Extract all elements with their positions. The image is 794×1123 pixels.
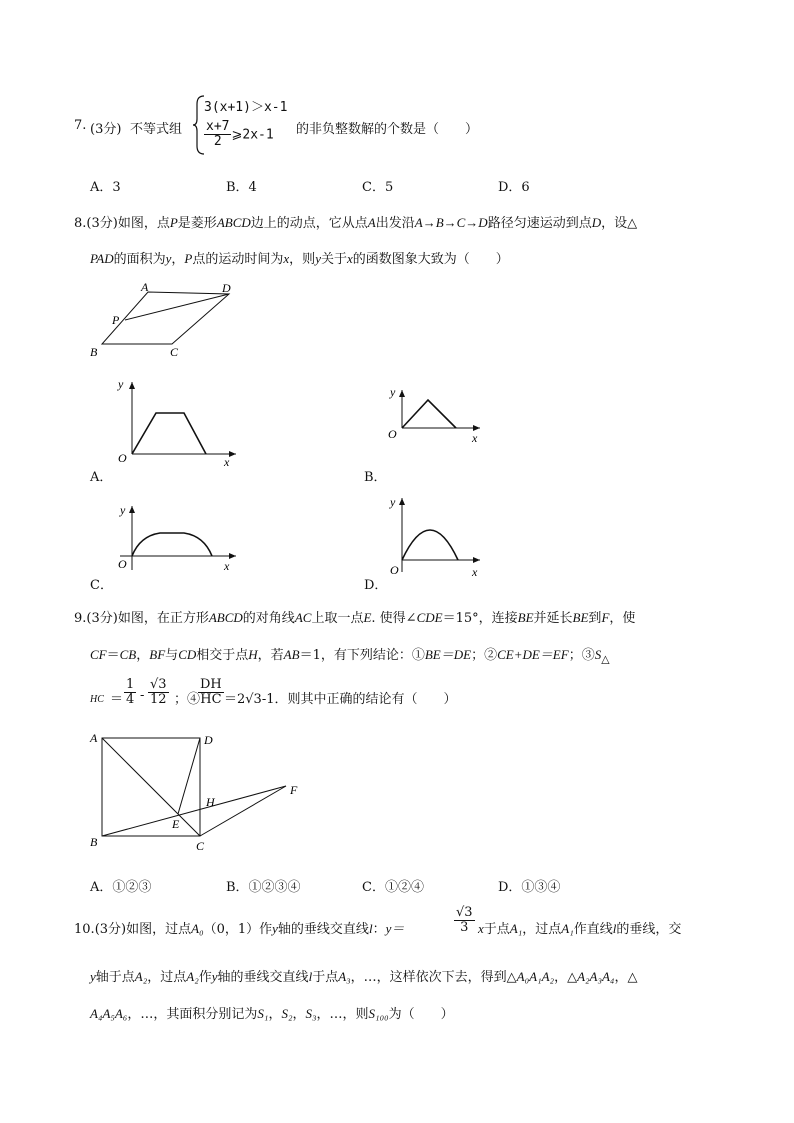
q9-text: 的对角线 [242,611,295,626]
q10-frac-den: 3 [460,920,469,936]
q10-var: A₁ [509,921,523,936]
q10-var: l [368,921,373,936]
q9-frac-3-num: DH [200,677,222,692]
q8-score: (3分) [86,216,118,231]
q8-text: 点的运动时间为 [192,252,284,267]
q7-option-c[interactable]: C．5 [362,180,394,195]
q7-inequality-1: 3(x+1)＞x-1 [204,100,288,115]
q8-graph-a-y: y [118,377,124,391]
q9-frac-2-num: √3 [150,677,167,692]
q8-var: D [591,215,602,230]
q10-text: 于点 [483,922,510,937]
q9-text: ＝ [110,692,124,707]
q9-label-f: F [290,783,298,797]
q9-stem-line2 [90,644,610,666]
q8-label-d: D [222,281,231,295]
q9-label-d: D [204,733,213,747]
q10-var: S₃ [305,1006,317,1021]
q10-line1-a [74,918,404,937]
q8-text: 如图，点 [117,216,170,231]
q9-label-c: C [196,839,205,853]
q8-text: ，设△ [601,216,638,231]
q9-frac-3 [198,678,224,708]
q10-var: A₂ [186,969,199,984]
q8-label-c: C [170,345,179,359]
q9-var: CE+DE＝EF [497,647,569,662]
q8-label-p: P [112,313,120,327]
q7-inequality-2 [204,120,274,150]
q10-line1-b [478,918,681,937]
q8-graph-b [386,386,486,448]
q8-graph-c-y: y [120,503,126,517]
q9-text: 与 [165,648,179,663]
q10-text: 为（ ） [388,1007,454,1022]
q9-label-a: A [90,731,98,745]
q9-stem-line1 [74,607,635,626]
q10-number: 10. [74,922,95,937]
q8-stem-line1 [74,212,637,231]
q9-var: AC [294,610,312,625]
q10-var: A₃ [338,969,351,984]
q7-number: 7. [74,118,87,133]
q9-text: ＝1，有下列结论：① [299,648,425,663]
q8-text: 边上的动点，它从点 [250,216,368,231]
q8-graph-b-y: y [390,386,396,399]
q8-var: x [283,251,290,266]
q10-var: y [272,921,278,936]
q10-text: ，…，则 [316,1007,369,1022]
q10-var: x [478,921,484,936]
q8-graph-d-y: y [390,495,396,509]
q9-option-a[interactable]: A．①②③ [90,880,152,895]
q10-text: 于点 [312,970,339,985]
q8-option-b[interactable]: B． [364,470,387,485]
q8-text: 关于 [320,252,347,267]
q8-var: y [315,251,321,266]
q9-frac-3-den: HC [200,692,222,708]
q9-sub-hc: HC [90,694,104,705]
q9-text: 如图，在正方形 [117,611,209,626]
q8-rhombus-figure [86,280,246,362]
q9-var: CB [119,647,137,662]
q9-text: 相交于点 [196,648,249,663]
q9-number: 9. [74,611,87,626]
q9-var: ABCD [208,610,243,625]
q8-text: 的函数图象大致为（ ） [352,252,509,267]
q9-var: E [363,610,372,625]
q10-text: ， [268,1007,282,1022]
q8-text: 路径匀速运动到点 [487,216,592,231]
q9-square-figure [86,728,308,856]
q9-text: ；③ [568,648,595,663]
q10-var: S₁ [257,1006,269,1021]
q10-text: 轴于点 [95,970,135,985]
q10-var: A₂ [134,969,148,984]
q8-graph-d [386,494,486,578]
q7-frac-num: x+7 [206,119,230,134]
q9-text: 上取一点 [311,611,364,626]
q10-var: A₁ [561,921,574,936]
q9-var: BE [517,610,534,625]
q8-var: ABCD [216,215,251,230]
q10-var: S₂ [281,1006,293,1021]
q9-text: 到 [588,611,602,626]
q10-var: l [308,969,313,984]
q8-path: A→B→C→D [414,215,488,230]
q8-graph-b-o: O [388,427,397,441]
q10-text: 轴的垂线交直线 [277,922,369,937]
q10-text: ，过点 [147,970,187,985]
q9-text: ＝2√3-1．则其中正确的结论有（ ） [224,692,457,707]
q8-graph-b-x: x [472,431,478,445]
q10-text: 作 [198,970,212,985]
q9-frac-2-den: 12 [150,692,167,708]
q10-frac [454,906,475,936]
q9-text: . 使得∠ [371,611,417,626]
q9-option-c[interactable]: C．①②④ [362,880,424,895]
q10-text: 作直线 [573,922,613,937]
q10-var: y [211,969,218,984]
q9-frac-1 [124,678,136,708]
q10-text: 的垂线，交 [616,922,682,937]
q9-text: - [140,688,145,703]
q7-ineq2-rest: ⩾2x-1 [231,127,274,143]
q10-stem-line3 [90,1003,454,1022]
q10-frac-num: √3 [456,905,473,920]
q9-var: CD [178,647,197,662]
q8-var: x [346,251,353,266]
q8-number: 8. [74,216,87,231]
q8-graph-d-x: x [472,565,478,578]
q8-option-d[interactable]: D． [364,578,388,593]
q9-text: ＝ [106,648,120,663]
q10-var: A₀A₁A₂ [516,969,555,984]
q10-stem-line2 [90,966,637,985]
q8-label-a: A [141,280,149,294]
q7-score: (3分) [90,122,122,137]
q8-graph-a-o: O [118,451,127,465]
q9-frac-2 [148,678,169,708]
q7-option-d[interactable]: D．6 [498,180,530,195]
q8-var: y [165,251,172,266]
q9-label-h: H [206,795,215,809]
q8-option-c[interactable]: C． [90,578,113,593]
q10-text: ，△ [614,970,638,985]
q9-text: 并延长 [533,611,573,626]
q8-graph-c [112,500,242,576]
q10-var: l [612,921,617,936]
q7-tail: 的非负整数解的个数是（ ） [296,122,479,137]
q9-text: ，若 [257,648,284,663]
q7-frac-den: 2 [213,134,222,150]
q10-var: S₁₀₀ [368,1006,389,1021]
q10-var: A₀ [191,921,204,936]
q10-text: ，△ [554,970,578,985]
q9-var: CF [90,647,107,662]
q10-text: ： [372,922,386,937]
q9-frac-1-num: 1 [126,677,135,692]
q9-var: S [594,647,602,662]
q8-graph-c-x: x [224,559,230,573]
q8-option-a[interactable]: A． [90,470,113,485]
q9-var: BF [149,647,166,662]
q9-label-b: B [90,835,98,849]
q9-text: ；④ [174,692,201,707]
q8-var: P [184,251,193,266]
q9-text: ， [136,648,150,663]
q9-var: CDE [416,610,443,625]
q9-var: BE [572,610,589,625]
q10-text: 轴的垂线交直线 [217,970,309,985]
q8-var: PAD [90,251,114,266]
q10-score: (3分) [94,922,127,937]
q10-text: （0，1）作 [203,922,273,937]
q8-var: P [169,215,178,230]
q9-text: ，使 [609,611,636,626]
q8-label-b: B [90,345,98,359]
q8-stem-line2 [90,248,509,267]
q10-var: A₂A₃A₄ [577,969,615,984]
q7-option-a[interactable]: A．3 [90,180,121,195]
q9-var: BE＝DE [424,647,472,662]
q8-var: A [367,215,376,230]
q9-score: (3分) [86,611,118,626]
q8-text: 是菱形 [177,216,217,231]
q8-text: 出发沿 [375,216,415,231]
q9-frac-1-den: 4 [126,692,135,708]
q9-option-d[interactable]: D．①③④ [498,880,561,895]
q8-graph-c-o: O [118,557,127,571]
q10-text: 如图，过点 [126,922,192,937]
q10-text: ，过点 [522,922,562,937]
q8-graph-d-o: O [390,563,399,577]
q9-var: AB [283,647,300,662]
q7-lead: 不等式组 [130,122,183,137]
q9-sub: △ [601,652,610,666]
q9-text: ＝15°，连接 [442,611,518,626]
q9-var: F [601,610,610,625]
q9-var: H [248,647,258,662]
q7-option-b[interactable]: B．4 [226,180,257,195]
q9-option-b[interactable]: B．①②③④ [226,880,301,895]
q10-text: ， [292,1007,306,1022]
q8-text: ， [171,252,185,267]
q10-var: y＝ [385,921,405,936]
q10-text: ，…，这样依次下去，得到△ [350,970,517,985]
q10-var: y [90,969,96,984]
q10-var: A₄A₅A₆ [90,1006,128,1021]
q9-text: ；② [471,648,498,663]
q8-graph-a-x: x [224,455,230,466]
q10-text: ，…，其面积分别记为 [127,1007,258,1022]
q8-text: ，则 [289,252,316,267]
q8-text: 的面积为 [113,252,166,267]
q9-label-e: E [172,817,180,831]
q8-graph-a [112,376,242,466]
